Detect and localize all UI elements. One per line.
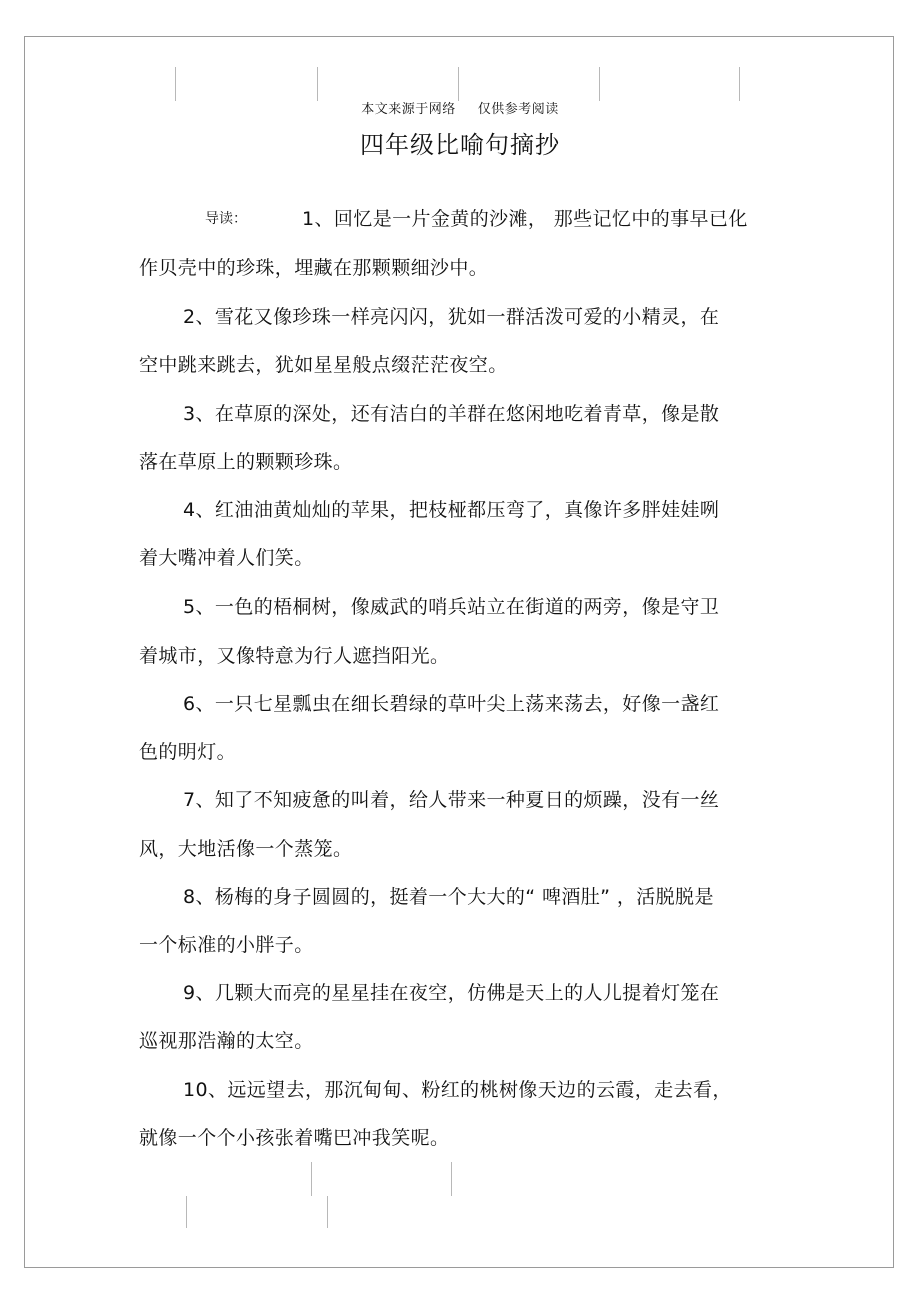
text-line: 落在草原上的颗颗珍珠。 <box>139 451 353 473</box>
bottom-tick-mark <box>327 1196 328 1228</box>
top-tick-mark <box>599 67 600 101</box>
bottom-tick-mark <box>186 1196 187 1228</box>
text-line: 7、知了不知疲惫的叫着，给人带来一种夏日的烦躁，没有一丝 <box>183 789 720 811</box>
text-line: 着大嘴冲着人们笑。 <box>139 547 314 569</box>
bottom-tick-mark <box>311 1162 312 1196</box>
document-title: 四年级比喻句摘抄 <box>360 131 560 159</box>
text-line: 风，大地活像一个蒸笼。 <box>139 838 353 860</box>
text-line: 9、几颗大而亮的星星挂在夜空，仿佛是天上的人儿提着灯笼在 <box>183 982 720 1004</box>
top-tick-mark <box>739 67 740 101</box>
text-line: 6、一只七星瓢虫在细长碧绿的草叶尖上荡来荡去，好像一盏红 <box>183 693 720 715</box>
bottom-tick-mark <box>451 1162 452 1196</box>
text-line: 10、远远望去，那沉甸甸、粉红的桃树像天边的云霞，走去看， <box>183 1079 732 1101</box>
top-tick-mark <box>175 67 176 101</box>
text-line: 着城市，又像特意为行人遮挡阳光。 <box>139 645 450 667</box>
text-line: 巡视那浩瀚的太空。 <box>139 1030 314 1052</box>
text-line: 5、一色的梧桐树，像威武的哨兵站立在街道的两旁，像是守卫 <box>183 596 720 618</box>
guide-label: 导读： <box>205 211 247 227</box>
reference-note-text: 仅供参考阅读 <box>477 102 559 117</box>
text-line: 空中跳来跳去，犹如星星般点缀茫茫夜空。 <box>139 354 508 376</box>
text-line: 8、杨梅的身子圆圆的，挺着一个大大的“ 啤酒肚” ，活脱脱是 <box>183 886 714 908</box>
text-line: 1、回忆是一片金黄的沙滩， 那些记忆中的事早已化 <box>302 208 748 230</box>
top-tick-mark <box>317 67 318 101</box>
text-line: 3、在草原的深处，还有洁白的羊群在悠闲地吃着青草，像是散 <box>183 403 720 425</box>
text-line: 2、雪花又像珍珠一样亮闪闪，犹如一群活泼可爱的小精灵，在 <box>183 306 720 328</box>
text-line: 一个标准的小胖子。 <box>139 934 314 956</box>
source-note <box>0 101 920 119</box>
text-line: 作贝壳中的珍珠，埋藏在那颗颗细沙中。 <box>139 257 489 279</box>
text-line: 4、红油油黄灿灿的苹果，把枝桠都压弯了，真像许多胖娃娃咧 <box>183 499 720 521</box>
top-tick-mark <box>458 67 459 101</box>
text-line: 就像一个个小孩张着嘴巴冲我笑呢。 <box>139 1127 450 1149</box>
source-note-text: 本文来源于网络 <box>361 102 456 117</box>
text-line: 色的明灯。 <box>139 741 237 763</box>
